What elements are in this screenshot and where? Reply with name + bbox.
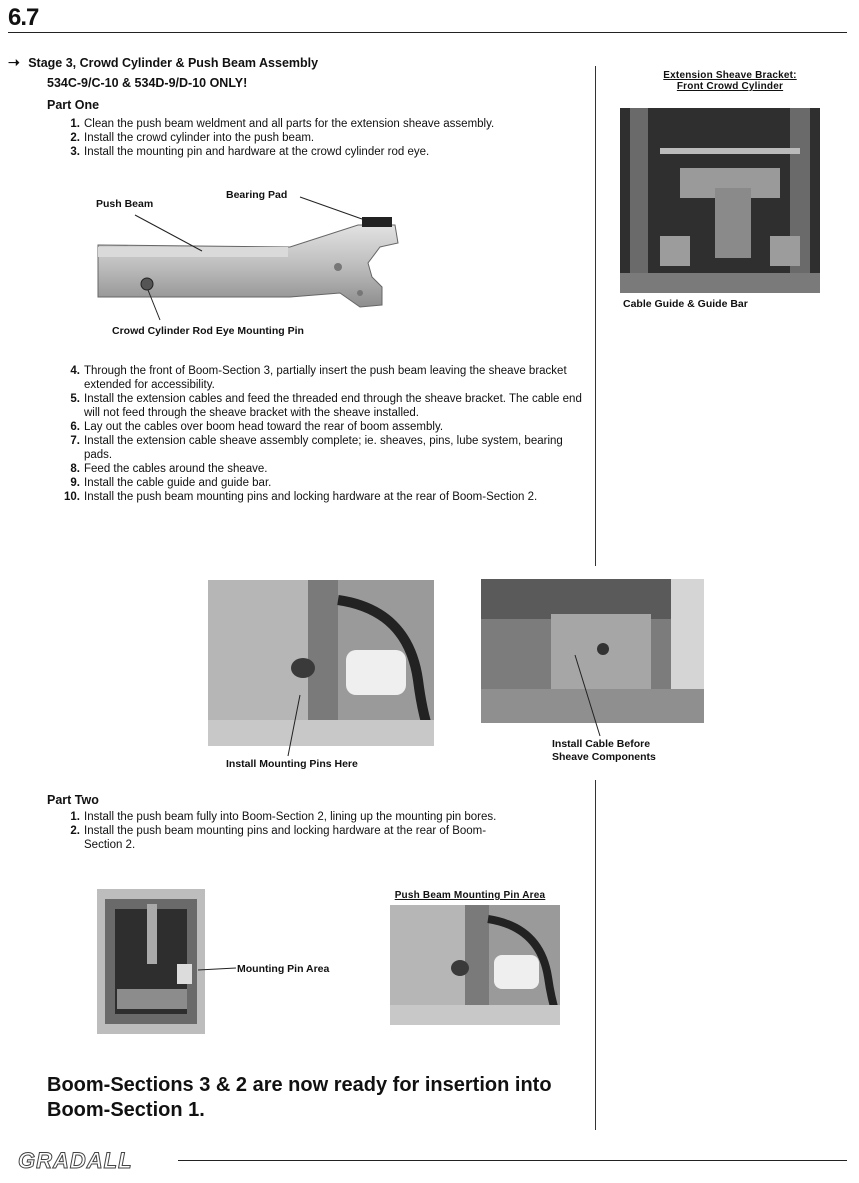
list-item: 4. Through the front of Boom-Section 3, partially insert the push beam leaving the sheave bracket extended for accessibility. — [70, 365, 567, 391]
part-one-steps-b — [47, 364, 582, 504]
stage-title: Stage 3, Crowd Cylinder & Push Beam Assembly — [28, 56, 319, 70]
sidebar-caption: Extension Sheave Bracket: Front Crowd Cylinder — [663, 70, 797, 92]
section-number: 6.7 — [8, 4, 39, 31]
mounting-pins-photo — [208, 580, 434, 746]
column-divider-lower — [595, 780, 596, 1130]
list-item: 8. Feed the cables around the sheave. — [70, 463, 268, 475]
install-cable-label: Install Cable Before Sheave Components — [552, 738, 656, 763]
gradall-logo: GRADALL — [18, 1148, 133, 1173]
list-item: 5. Install the extension cables and feed the threaded end through the sheave bracket. The cable end will not feed through the sheave bracket with the sheave installed. — [70, 393, 582, 419]
cable-pointer — [570, 650, 630, 740]
part-two-heading: Part Two — [47, 793, 99, 807]
list-item: 9. Install the cable guide and guide bar. — [70, 477, 272, 489]
list-item: 1. Clean the push beam weldment and all parts for the extension sheave assembly. — [70, 118, 495, 130]
mounting-pin-area-photo — [97, 889, 205, 1034]
column-divider-upper — [595, 66, 596, 566]
list-item: 2. Install the crowd cylinder into the push beam. — [70, 132, 315, 144]
list-item: 2. Install the push beam mounting pins and locking hardware at the rear of Boom-Section 2. — [70, 825, 487, 851]
stage-heading — [8, 54, 318, 72]
sidebar-photo-label: Cable Guide & Guide Bar — [623, 298, 748, 310]
mounting-pin-area-label: Mounting Pin Area — [237, 963, 330, 975]
mounting-pin-pointer — [196, 962, 238, 976]
sheave-bracket-photo — [620, 108, 820, 293]
closing-note: Boom-Sections 3 & 2 are now ready for insertion into Boom-Section 1. — [47, 1074, 552, 1121]
list-item: 6. Lay out the cables over boom head toward the rear of boom assembly. — [70, 421, 444, 433]
part-one-heading: Part One — [47, 98, 100, 112]
part-one-steps-a — [47, 117, 577, 159]
arrow-icon: ➝ — [8, 54, 20, 70]
push-beam-pin-area-caption: Push Beam Mounting Pin Area — [394, 890, 546, 901]
list-item: 7. Install the extension cable sheave assembly complete; ie. sheaves, pins, lube system, bearing pads. — [70, 435, 563, 461]
models-note: 534C-9/C-10 & 534D-9/D-10 ONLY! — [47, 76, 248, 90]
push-beam-label: Push Beam — [96, 198, 154, 210]
part-two-steps — [47, 810, 582, 852]
top-divider — [8, 32, 847, 33]
list-item: 1. Install the push beam fully into Boom-Section 2, lining up the mounting pin bores. — [70, 811, 497, 823]
list-item: 10. Install the push beam mounting pins and locking hardware at the rear of Boom-Section 2. — [64, 491, 538, 503]
bottom-divider — [178, 1160, 847, 1161]
push-beam-pin-area-photo — [390, 905, 560, 1025]
list-item: 3. Install the mounting pin and hardware at the crowd cylinder rod eye. — [70, 146, 430, 158]
bearing-pad-shape — [362, 217, 392, 227]
pins-pointer — [280, 690, 320, 760]
install-pins-label: Install Mounting Pins Here — [226, 758, 358, 770]
bearing-pad-label: Bearing Pad — [226, 189, 288, 201]
rod-eye-pin-label: Crowd Cylinder Rod Eye Mounting Pin — [112, 325, 304, 337]
